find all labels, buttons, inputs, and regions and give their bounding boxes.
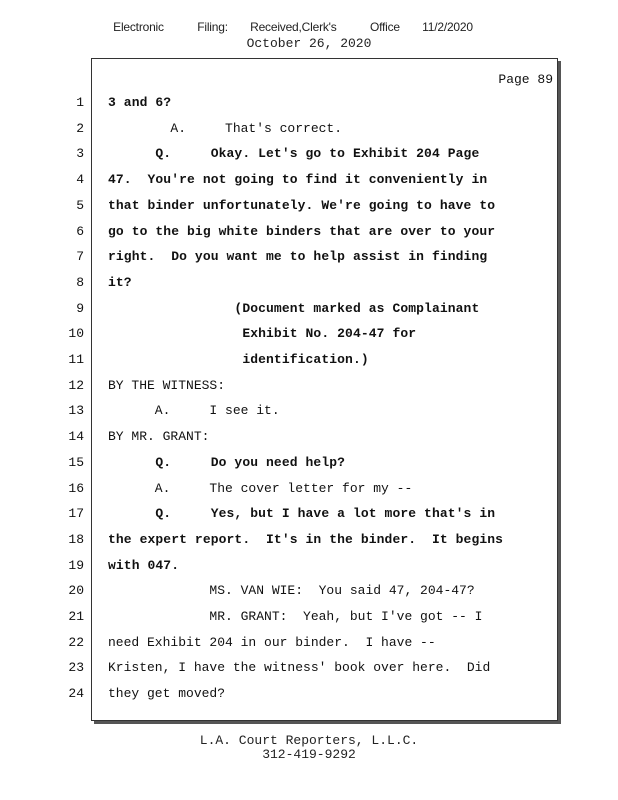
- line-number: 18: [68, 532, 84, 547]
- transcript-line: identification.): [108, 352, 369, 367]
- filing-stamp: Electronic Filing: Received,Clerk's Office 11/2/2020: [113, 20, 473, 34]
- transcript-line: they get moved?: [108, 686, 226, 701]
- transcript-line: A. I see it.: [108, 403, 280, 418]
- line-number: 12: [68, 378, 84, 393]
- line-number: 3: [76, 146, 84, 161]
- line-number: 20: [68, 583, 84, 598]
- transcript-line: go to the big white binders that are over to your: [108, 224, 496, 239]
- reporter-phone: 312-419-9292: [262, 747, 356, 762]
- transcript-line: MR. GRANT: Yeah, but I've got -- I: [108, 609, 483, 624]
- line-number: 22: [68, 635, 84, 650]
- transcript-line: Q. Okay. Let's go to Exhibit 204 Page: [108, 146, 480, 161]
- transcript-line: A. The cover letter for my --: [108, 481, 413, 496]
- transcript-line: Kristen, I have the witness' book over here. Did: [108, 660, 491, 675]
- transcript-line: it?: [108, 275, 132, 290]
- line-number: 24: [68, 686, 84, 701]
- transcript-line: 3 and 6?: [108, 95, 172, 110]
- line-number: 17: [68, 506, 84, 521]
- line-number: 7: [76, 249, 84, 264]
- line-number: 5: [76, 198, 84, 213]
- line-number: 2: [76, 121, 84, 136]
- transcript-line: need Exhibit 204 in our binder. I have --: [108, 635, 436, 650]
- line-number: 10: [68, 326, 84, 341]
- transcript-line: BY THE WITNESS:: [108, 378, 226, 393]
- transcript-line: BY MR. GRANT:: [108, 429, 210, 444]
- transcript-line: that binder unfortunately. We're going to have to: [108, 198, 496, 213]
- transcript-line: 47. You're not going to find it conveniently in: [108, 172, 488, 187]
- transcript-line: MS. VAN WIE: You said 47, 204-47?: [108, 583, 475, 598]
- transcript-line: (Document marked as Complainant: [108, 301, 480, 316]
- transcript-line: right. Do you want me to help assist in finding: [108, 249, 488, 264]
- transcript-line: the expert report. It's in the binder. It begins: [108, 532, 504, 547]
- line-number: 19: [68, 558, 84, 573]
- transcript-line: Q. Yes, but I have a lot more that's in: [108, 506, 496, 521]
- transcript-line: A. That's correct.: [108, 121, 343, 136]
- line-number: 23: [68, 660, 84, 675]
- transcript-line: Exhibit No. 204-47 for: [108, 326, 417, 341]
- reporter-company: L.A. Court Reporters, L.L.C.: [199, 733, 419, 748]
- line-number: 9: [76, 301, 84, 316]
- transcript-line: Q. Do you need help?: [108, 455, 346, 470]
- line-number: 4: [76, 172, 84, 187]
- line-number: 16: [68, 481, 84, 496]
- line-number: 21: [68, 609, 84, 624]
- transcript-date: October 26, 2020: [246, 36, 372, 51]
- line-number: 15: [68, 455, 84, 470]
- line-number: 1: [76, 95, 84, 110]
- line-number: 14: [68, 429, 84, 444]
- line-number: 6: [76, 224, 84, 239]
- line-number: 13: [68, 403, 84, 418]
- line-number: 11: [68, 352, 84, 367]
- line-number: 8: [76, 275, 84, 290]
- transcript-line: with 047.: [108, 558, 180, 573]
- page-number: Page 89: [498, 72, 553, 87]
